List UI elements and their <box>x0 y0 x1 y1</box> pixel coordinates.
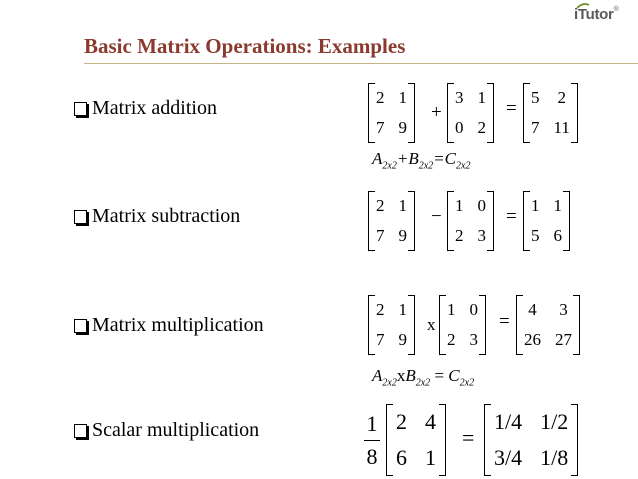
multiplication-matrix-c <box>516 295 580 355</box>
matrix-cell: 1 <box>455 196 464 215</box>
matrix-cell: 5 <box>531 226 540 245</box>
matrix-cell: 3/4 <box>494 445 523 470</box>
matrix-cell: 2 <box>557 88 566 107</box>
matrix-cell: 1 <box>477 88 486 107</box>
matrix-cell: 3 <box>477 226 486 245</box>
matrix-cell: 2 <box>447 330 456 349</box>
matrix-cell: 27 <box>555 330 572 349</box>
matrix-cell: 1 <box>425 445 436 470</box>
checkbox-bullet-icon <box>74 424 87 438</box>
matrix-cell: 6 <box>396 445 407 470</box>
addition-matrix-a <box>368 83 415 143</box>
subtraction-equals: = <box>506 206 517 227</box>
multiplication-matrix-a <box>368 295 415 355</box>
matrix-cell: 7 <box>531 118 540 137</box>
page-title: Basic Matrix Operations: Examples <box>84 34 406 58</box>
matrix-cell: 7 <box>376 330 385 349</box>
subtraction-matrix-c <box>523 191 570 251</box>
addition-formula: $A_{2x2}+B_{2x2}=C_{2x2}$ <box>372 149 471 172</box>
checkbox-bullet-icon <box>74 210 87 224</box>
bullet-matrix-multiplication <box>74 314 264 337</box>
matrix-cell: 2 <box>376 300 385 319</box>
multiplication-matrix-b <box>439 295 486 355</box>
bullet-label: Matrix multiplication <box>92 314 264 336</box>
matrix-cell: 7 <box>376 118 385 137</box>
matrix-cell: 2 <box>396 409 407 434</box>
matrix-cell: 11 <box>553 118 570 137</box>
matrix-cell: 0 <box>477 196 486 215</box>
subtraction-operator: − <box>431 206 442 227</box>
bullet-matrix-addition <box>74 97 217 120</box>
bullet-label: Matrix subtraction <box>92 205 241 227</box>
matrix-cell: 4 <box>425 409 436 434</box>
matrix-cell: 9 <box>398 226 407 245</box>
matrix-cell: 0 <box>455 118 464 137</box>
bullet-label: Matrix addition <box>92 97 217 119</box>
subtraction-matrix-b <box>447 191 494 251</box>
bullet-label: Scalar multiplication <box>92 419 260 441</box>
addition-matrix-c <box>523 83 578 143</box>
matrix-cell: 26 <box>524 330 541 349</box>
matrix-cell: 1 <box>398 196 407 215</box>
matrix-cell: 7 <box>376 226 385 245</box>
title-divider <box>84 63 638 64</box>
multiplication-formula: $A_{2x2}xB_{2x2} = C_{2x2}$ <box>372 366 475 389</box>
matrix-cell: 1 <box>398 300 407 319</box>
bullet-scalar-multiplication <box>74 419 259 442</box>
matrix-cell: 0 <box>469 300 478 319</box>
matrix-cell: 2 <box>455 226 464 245</box>
matrix-cell: 1/4 <box>494 409 523 434</box>
matrix-cell: 3 <box>469 330 478 349</box>
addition-operator: + <box>431 102 442 123</box>
matrix-cell: 1 <box>531 196 540 215</box>
matrix-cell: 5 <box>531 88 540 107</box>
matrix-cell: 1 <box>447 300 456 319</box>
checkbox-bullet-icon <box>74 102 87 116</box>
matrix-cell: 1/8 <box>540 445 569 470</box>
matrix-cell: 4 <box>528 300 537 319</box>
multiplication-equals: = <box>499 311 510 332</box>
subtraction-matrix-a <box>368 191 415 251</box>
bullet-matrix-subtraction <box>74 205 240 228</box>
matrix-cell: 9 <box>398 118 407 137</box>
brand-name: iTutor <box>574 6 614 23</box>
matrix-cell: 2 <box>376 196 385 215</box>
fraction-bar <box>364 440 380 441</box>
scalar-matrix <box>386 404 446 476</box>
scalar-numerator: 1 <box>366 411 378 436</box>
matrix-cell: 6 <box>553 226 562 245</box>
swoosh-icon <box>576 3 590 9</box>
addition-matrix-b <box>447 83 494 143</box>
matrix-cell: 9 <box>398 330 407 349</box>
scalar-equals: = <box>462 425 475 450</box>
matrix-cell: 1 <box>398 88 407 107</box>
brand-reg: ® <box>613 6 619 13</box>
itutor-logo <box>574 6 618 23</box>
scalar-result-matrix <box>484 404 578 476</box>
checkbox-bullet-icon <box>74 319 87 333</box>
scalar-denominator: 8 <box>366 444 378 469</box>
matrix-cell: 3 <box>559 300 568 319</box>
matrix-cell: 2 <box>376 88 385 107</box>
addition-equals: = <box>506 98 517 119</box>
matrix-cell: 2 <box>477 118 486 137</box>
scalar-fraction <box>364 411 380 470</box>
matrix-cell: 1/2 <box>540 409 569 434</box>
matrix-cell: 3 <box>455 88 464 107</box>
multiplication-operator: x <box>427 315 436 334</box>
matrix-cell: 1 <box>553 196 562 215</box>
